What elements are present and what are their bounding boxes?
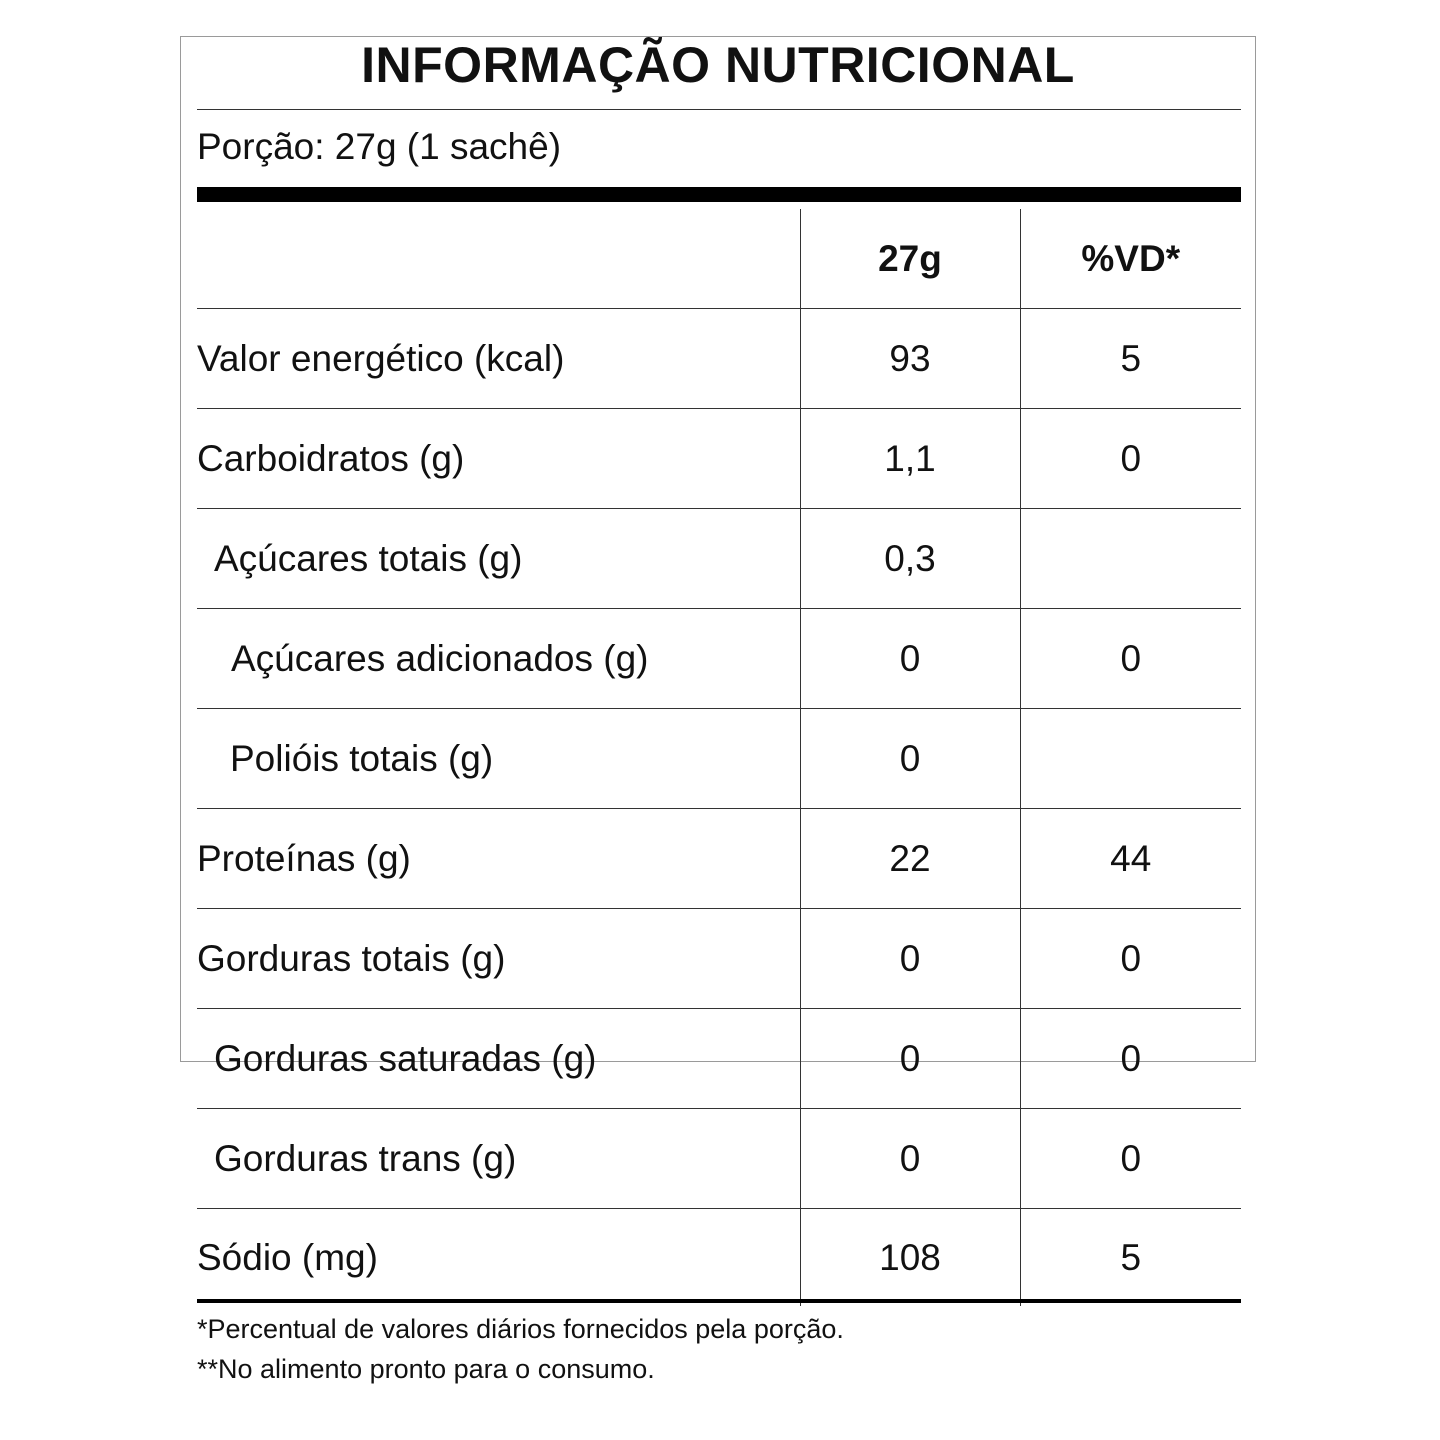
header-daily-value: %VD*: [1020, 209, 1241, 309]
table-row: [197, 609, 1241, 709]
table-row: [197, 709, 1241, 809]
nutrient-daily-value: [1020, 509, 1241, 609]
nutrient-name: Polióis totais (g): [197, 709, 800, 809]
table-header-row: [197, 209, 1241, 309]
nutrient-amount: 0: [800, 1109, 1020, 1209]
nutrient-name: Gorduras totais (g): [197, 909, 800, 1009]
nutrient-name: Açúcares totais (g): [197, 509, 800, 609]
nutrient-amount: 0: [800, 909, 1020, 1009]
nutrient-daily-value: 0: [1020, 609, 1241, 709]
nutrition-table: [197, 209, 1241, 1306]
footnote-daily-values: *Percentual de valores diários fornecidos pela porção.: [197, 1314, 844, 1344]
nutrient-amount: 0,3: [800, 509, 1020, 609]
nutrient-amount: 1,1: [800, 409, 1020, 509]
nutrient-name: Carboidratos (g): [197, 409, 800, 509]
nutrient-amount: 0: [800, 609, 1020, 709]
header-amount: 27g: [800, 209, 1020, 309]
nutrition-facts-label: [180, 36, 1256, 1384]
nutrient-daily-value: [1020, 709, 1241, 809]
table-row: [197, 1009, 1241, 1109]
nutrient-name: Proteínas (g): [197, 809, 800, 909]
nutrient-amount: 22: [800, 809, 1020, 909]
nutrient-daily-value: 0: [1020, 1109, 1241, 1209]
header-nutrient: [197, 209, 800, 309]
nutrient-amount: 0: [800, 709, 1020, 809]
table-row: [197, 1109, 1241, 1209]
nutrient-amount: 0: [800, 1009, 1020, 1109]
table-row: [197, 309, 1241, 409]
title-divider: [197, 109, 1241, 110]
nutrient-name: Sódio (mg): [197, 1236, 378, 1278]
bottom-divider: [197, 1299, 1241, 1303]
nutrient-daily-value: 0: [1020, 1009, 1241, 1109]
nutrient-name: Valor energético (kcal): [197, 309, 800, 409]
nutrient-name: Gorduras trans (g): [197, 1109, 800, 1209]
thick-divider: [197, 187, 1241, 202]
label-title: INFORMAÇÃO NUTRICIONAL: [361, 37, 1075, 93]
portion-size: Porção: 27g (1 sachê): [197, 126, 562, 167]
nutrient-amount: 108: [800, 1209, 1020, 1307]
nutrient-daily-value: 5: [1020, 309, 1241, 409]
nutrient-daily-value: 5: [1020, 1209, 1241, 1307]
nutrient-amount: 93: [800, 309, 1020, 409]
footnote-ready-to-eat: **No alimento pronto para o consumo.: [197, 1354, 655, 1384]
table-row: [197, 809, 1241, 909]
nutrient-name: Gorduras saturadas (g): [197, 1009, 800, 1109]
table-row: [197, 909, 1241, 1009]
table-row: [197, 409, 1241, 509]
nutrient-daily-value: 0: [1020, 909, 1241, 1009]
table-row: [197, 509, 1241, 609]
nutrient-daily-value: 44: [1020, 809, 1241, 909]
nutrient-daily-value: 0: [1020, 409, 1241, 509]
table-row: [197, 1209, 1241, 1307]
nutrient-name: Açúcares adicionados (g): [197, 609, 800, 709]
